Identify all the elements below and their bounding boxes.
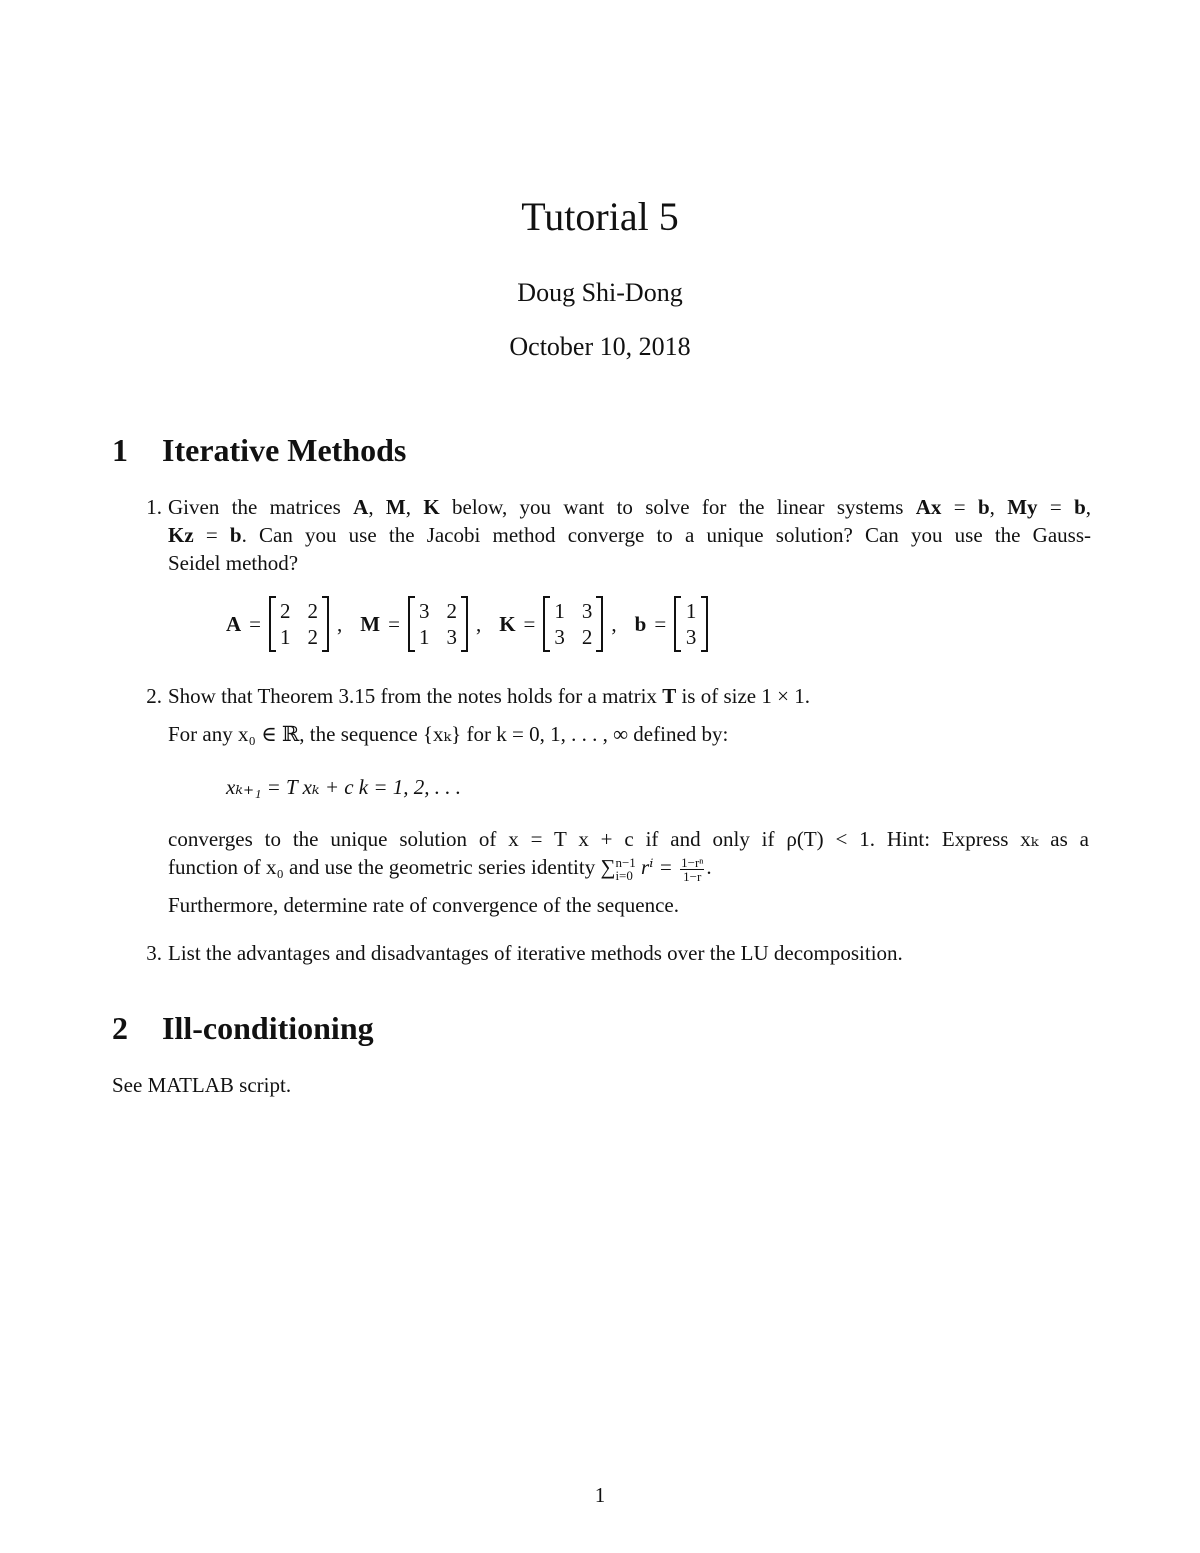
item-1-line-3: Seidel method? [168,551,299,575]
vector-b: 1 3 [674,596,708,652]
matrix-a: 2 2 1 2 [269,596,329,652]
section-2-heading [112,1008,374,1048]
section-2-title: Ill-conditioning [162,1010,374,1046]
item-3-text: List the advantages and disadvantages of iterative methods over the LU decomposition. [168,941,903,965]
item-2-number: 2. [146,684,162,708]
matrix-a-label: A [226,611,242,636]
matrix-k-label: K [499,611,516,636]
page-number: 1 [594,1483,606,1507]
item-1-line-1: Given the matrices A, M, K below, you want to solve for the linear systems Ax = b, My = b, [168,495,1092,519]
item-2-line-4: function of x₀ and use the geometric series identity ∑ n−1 i=0 rⁱ = $\frac{\text{1−rⁿ}}{1-r}$ . [168,854,712,884]
item-2-line-2: For any x₀ ∈ ℝ, the sequence {xₖ} for k = 0, 1, . . . , ∞ defined by: [168,722,729,746]
vector-b-label: b [634,611,647,636]
item-2-line-1: Show that Theorem 3.15 from the notes holds for a matrix T is of size 1 × 1. [168,684,810,708]
geometric-fraction: $\frac{\text{1−rⁿ}}{1-r}$ [681,854,704,884]
item-1-line-2: Kz = b. Can you use the Jacobi method converge to a unique solution? Can you use the Gauss- [168,523,1091,547]
item-3-number: 3. [146,941,162,965]
section-1-number: 1 [112,432,128,468]
sum-symbol: ∑ [600,855,616,879]
matrix-m: 3 2 1 3 [408,596,468,652]
iteration-equation: xₖ₊₁ = T xₖ + c k = 1, 2, . . . [226,775,462,799]
document-title: Tutorial 5 [521,194,679,239]
section-2-number: 2 [112,1010,128,1046]
matrix-m-label: M [360,611,381,636]
matrix-definitions: A = 2 2 1 2 , M = 3 2 1 3 , K = 1 3 3 2 , b = 1 3 [226,594,708,654]
section-1-title: Iterative Methods [162,432,407,468]
item-2-line-3: converges to the unique solution of x = T x + c if and only if ρ(T) < 1. Hint: Express xₖ as a [168,827,1089,851]
document-author: Doug Shi-Dong [517,278,683,307]
document-date: October 10, 2018 [509,332,691,361]
matrix-k: 1 3 3 2 [543,596,603,652]
item-1-number: 1. [146,495,162,519]
section-2-text: See MATLAB script. [112,1073,292,1097]
section-1-heading [112,430,406,470]
item-2-line-5: Furthermore, determine rate of convergence of the sequence. [168,893,679,917]
